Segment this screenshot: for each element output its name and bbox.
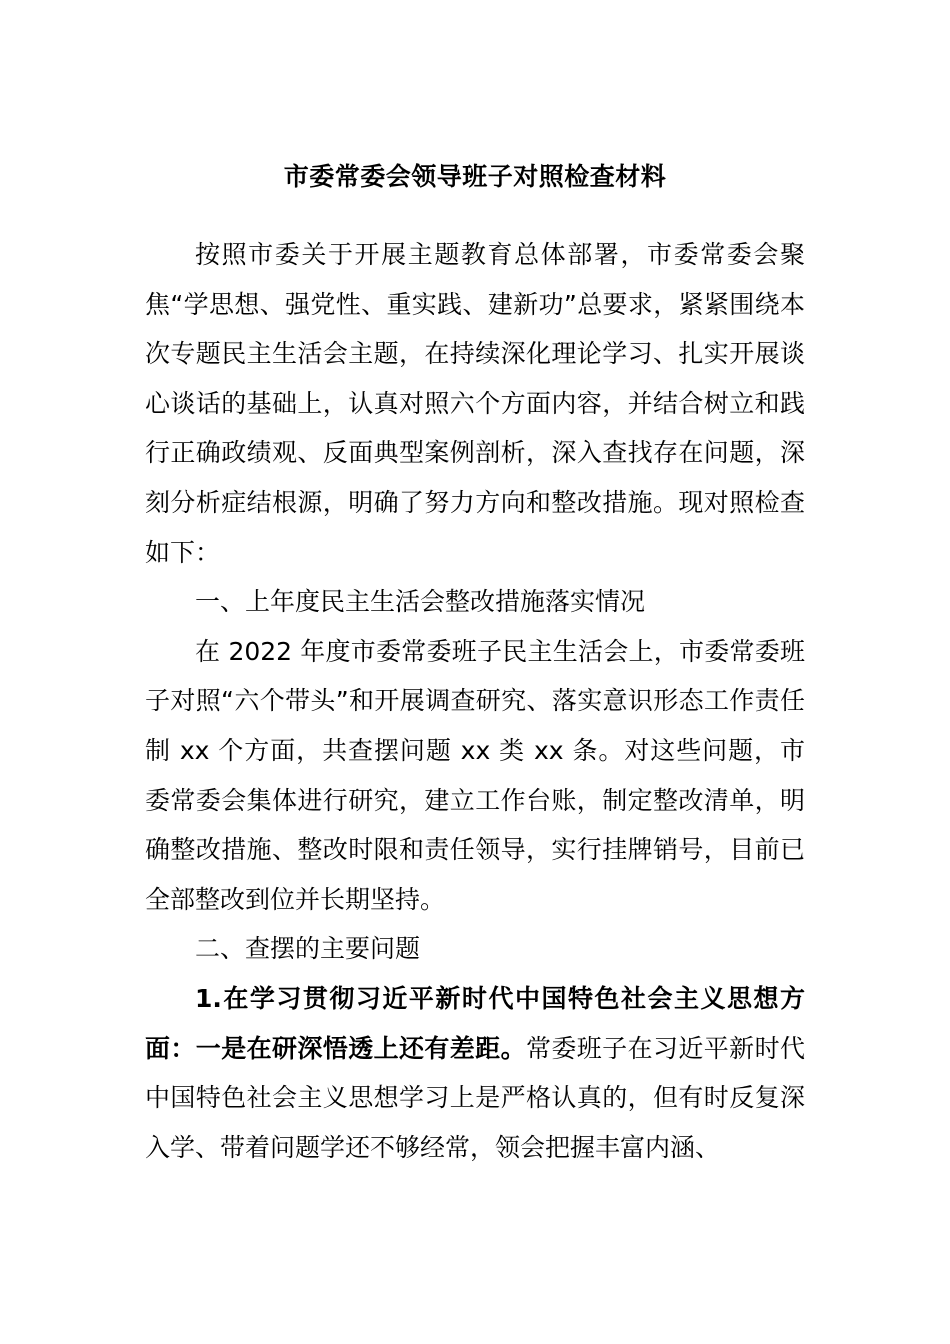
item1-text: 常委班子在习近平新时代中国特色社会主义思想学习上是严格认真的，但有时反复深入学、带着问题学还不够经常，领会把握丰富内涵、 — [145, 1033, 805, 1162]
section1-heading: 一、上年度民主生活会整改措施落实情况 — [195, 587, 646, 617]
document-body — [145, 230, 805, 1172]
document-title: 市委常委会领导班子对照检查材料 — [283, 162, 667, 191]
item1-paragraph — [145, 974, 805, 1172]
item1-bold-lead: 1.在学习贯彻习近平新时代中国特色社会主义思想方面：一是在研深悟透上还有差距。 — [145, 983, 805, 1063]
section2-heading: 二、查摆的主要问题 — [195, 934, 421, 964]
section1-paragraph: 在 2022 年度市委常委班子民主生活会上，市委常委班子对照“六个带头”和开展调查研究、落实意识形态工作责任制 xx 个方面，共查摆问题 xx 类 xx 条。对这些问题，市委常委会集体进行研究，建立工作台账，制定整改清单，明确整改措施、整改时限和责任领导，实行挂牌销号，目前已全部整改到位并长期坚持。 — [145, 636, 805, 914]
intro-paragraph: 按照市委关于开展主题教育总体部署，市委常委会聚焦“学思想、强党性、重实践、建新功”总要求，紧紧围绕本次专题民主生活会主题，在持续深化理论学习、扎实开展谈心谈话的基础上，认真对照六个方面内容，并结合树立和践行正确政绩观、反面典型案例剖析，深入查找存在问题，深刻分析症结根源，明确了努力方向和整改措施。现对照检查如下： — [145, 240, 805, 567]
